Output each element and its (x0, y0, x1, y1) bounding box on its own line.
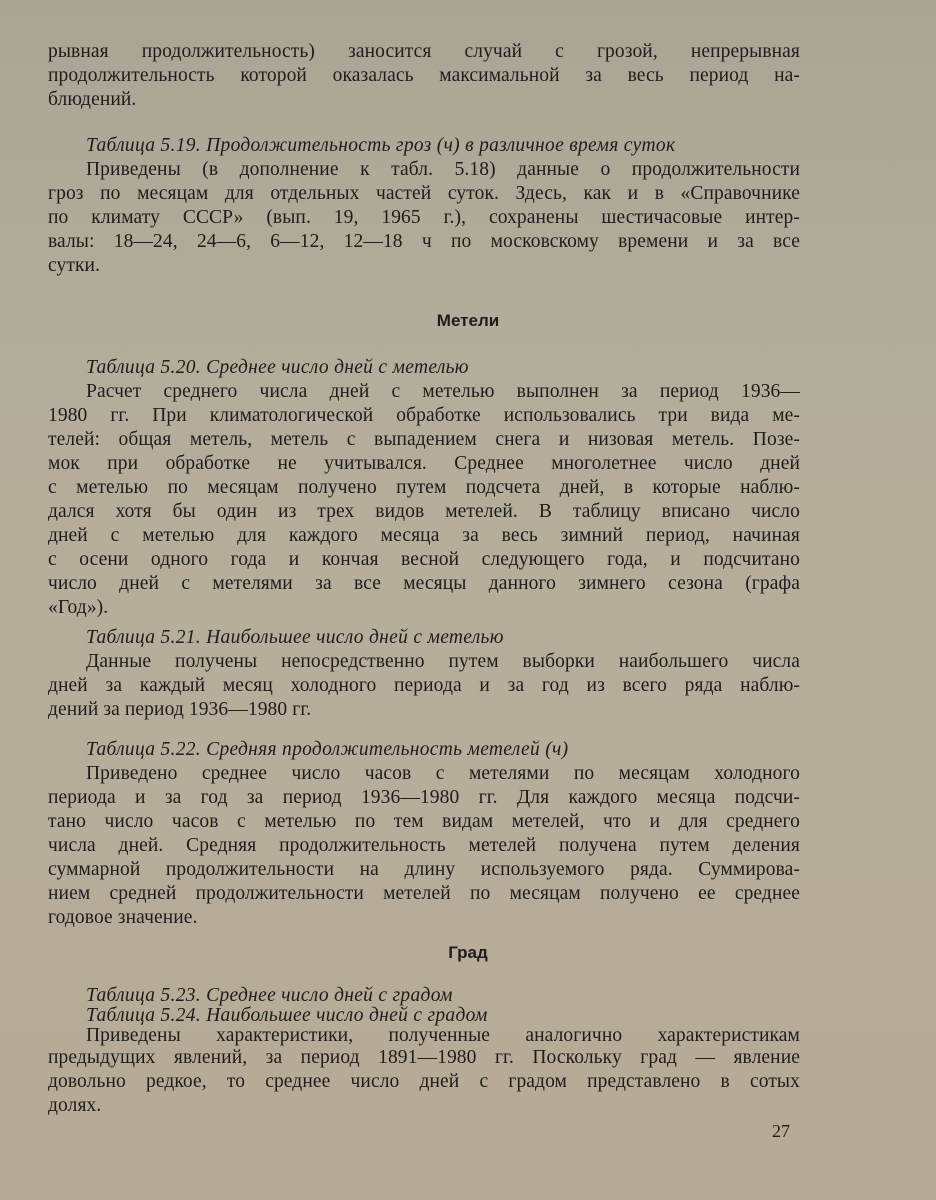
table-5-19-line-5: сутки. (48, 255, 101, 276)
table-5-20-line-8: с осени одного года и кончая весной следующего года, и подсчитано (48, 549, 800, 570)
table-5-19-line-2: гроз по месяцам для отдельных частей суток. Здесь, как и в «Справочнике (48, 183, 800, 204)
table-5-22-line-1: Приведено среднее число часов с метелями по месяцам холодного (86, 763, 800, 784)
table-5-19-line-3: по климату СССР» (вып. 19, 1965 г.), сохранены шестичасовые интер- (48, 207, 800, 228)
table-5-21-caption: Таблица 5.21. Наибольшее число дней с метелью (86, 627, 504, 648)
table-5-20-caption: Таблица 5.20. Среднее число дней с метелью (86, 357, 469, 378)
page-number: 27 (772, 1121, 790, 1141)
table-5-22-line-3: тано число часов с метелью по тем видам метелей, что и для среднего (48, 811, 800, 832)
table-5-24-caption: Таблица 5.24. Наибольшее число дней с градом (86, 1005, 488, 1026)
table-5-20-line-3: телей: общая метель, метель с выпадением снега и низовая метель. Позе- (48, 429, 800, 450)
table-5-22-line-7: годовое значение. (48, 907, 198, 928)
table-5-20-line-7: дней с метелью для каждого месяца за весь зимний период, начиная (48, 525, 800, 546)
table-5-20-line-1: Расчет среднего числа дней с метелью выполнен за период 1936— (86, 381, 800, 402)
table-5-23-caption: Таблица 5.23. Среднее число дней с градом (86, 985, 453, 1006)
intro-line-3: блюдений. (48, 89, 137, 110)
table-5-19-line-1: Приведены (в дополнение к табл. 5.18) данные о продолжительности (86, 159, 800, 180)
section-heading-meteli: Метели (436, 311, 500, 330)
table-5-24-line-2: предыдущих явлений, за период 1891—1980 гг. Поскольку град — явление (48, 1047, 800, 1068)
table-5-21-line-1: Данные получены непосредственно путем выборки наибольшего числа (86, 651, 800, 672)
table-5-21-line-3: дений за период 1936—1980 гг. (48, 699, 312, 720)
table-5-20-line-9: число дней с метелями за все месяцы данного зимнего сезона (графа (48, 573, 800, 594)
table-5-22-line-2: периода и за год за период 1936—1980 гг. Для каждого месяца подсчи- (48, 787, 800, 808)
table-5-24-line-3: довольно редкое, то среднее число дней с градом представлено в сотых (48, 1071, 800, 1092)
table-5-20-line-6: дался хотя бы один из трех видов метелей. В таблицу вписано число (48, 501, 800, 522)
intro-line-2: продолжительность которой оказалась максимальной за весь период на- (48, 65, 800, 86)
table-5-22-line-5: суммарной продолжительности на длину используемого ряда. Суммирова- (48, 859, 800, 880)
intro-line-1: рывная продолжительность) заносится случай с грозой, непрерывная (48, 41, 800, 62)
table-5-20-line-5: с метелью по месяцам получено путем подсчета дней, в которые наблю- (48, 477, 800, 498)
table-5-22-caption: Таблица 5.22. Средняя продолжительность метелей (ч) (86, 739, 569, 760)
table-5-20-line-10: «Год»). (48, 597, 109, 618)
table-5-19-caption: Таблица 5.19. Продолжительность гроз (ч) в различное время суток (86, 135, 676, 156)
table-5-20-line-2: 1980 гг. При климатологической обработке использовались три вида ме- (48, 405, 800, 426)
section-heading-grad: Град (448, 943, 488, 962)
table-5-19-line-4: валы: 18—24, 24—6, 6—12, 12—18 ч по московскому времени и за все (48, 231, 800, 252)
table-5-22-line-4: числа дней. Средняя продолжительность метелей получена путем деления (48, 835, 800, 856)
table-5-21-line-2: дней за каждый месяц холодного периода и за год из всего ряда наблю- (48, 675, 800, 696)
table-5-24-line-1: Приведены характеристики, полученные аналогично характеристикам (86, 1025, 800, 1046)
table-5-20-line-4: мок при обработке не учитывался. Среднее многолетнее число дней (48, 453, 800, 474)
table-5-22-line-6: нием средней продолжительности метелей по месяцам получено ее среднее (48, 883, 800, 904)
table-5-24-line-4: долях. (48, 1095, 102, 1116)
